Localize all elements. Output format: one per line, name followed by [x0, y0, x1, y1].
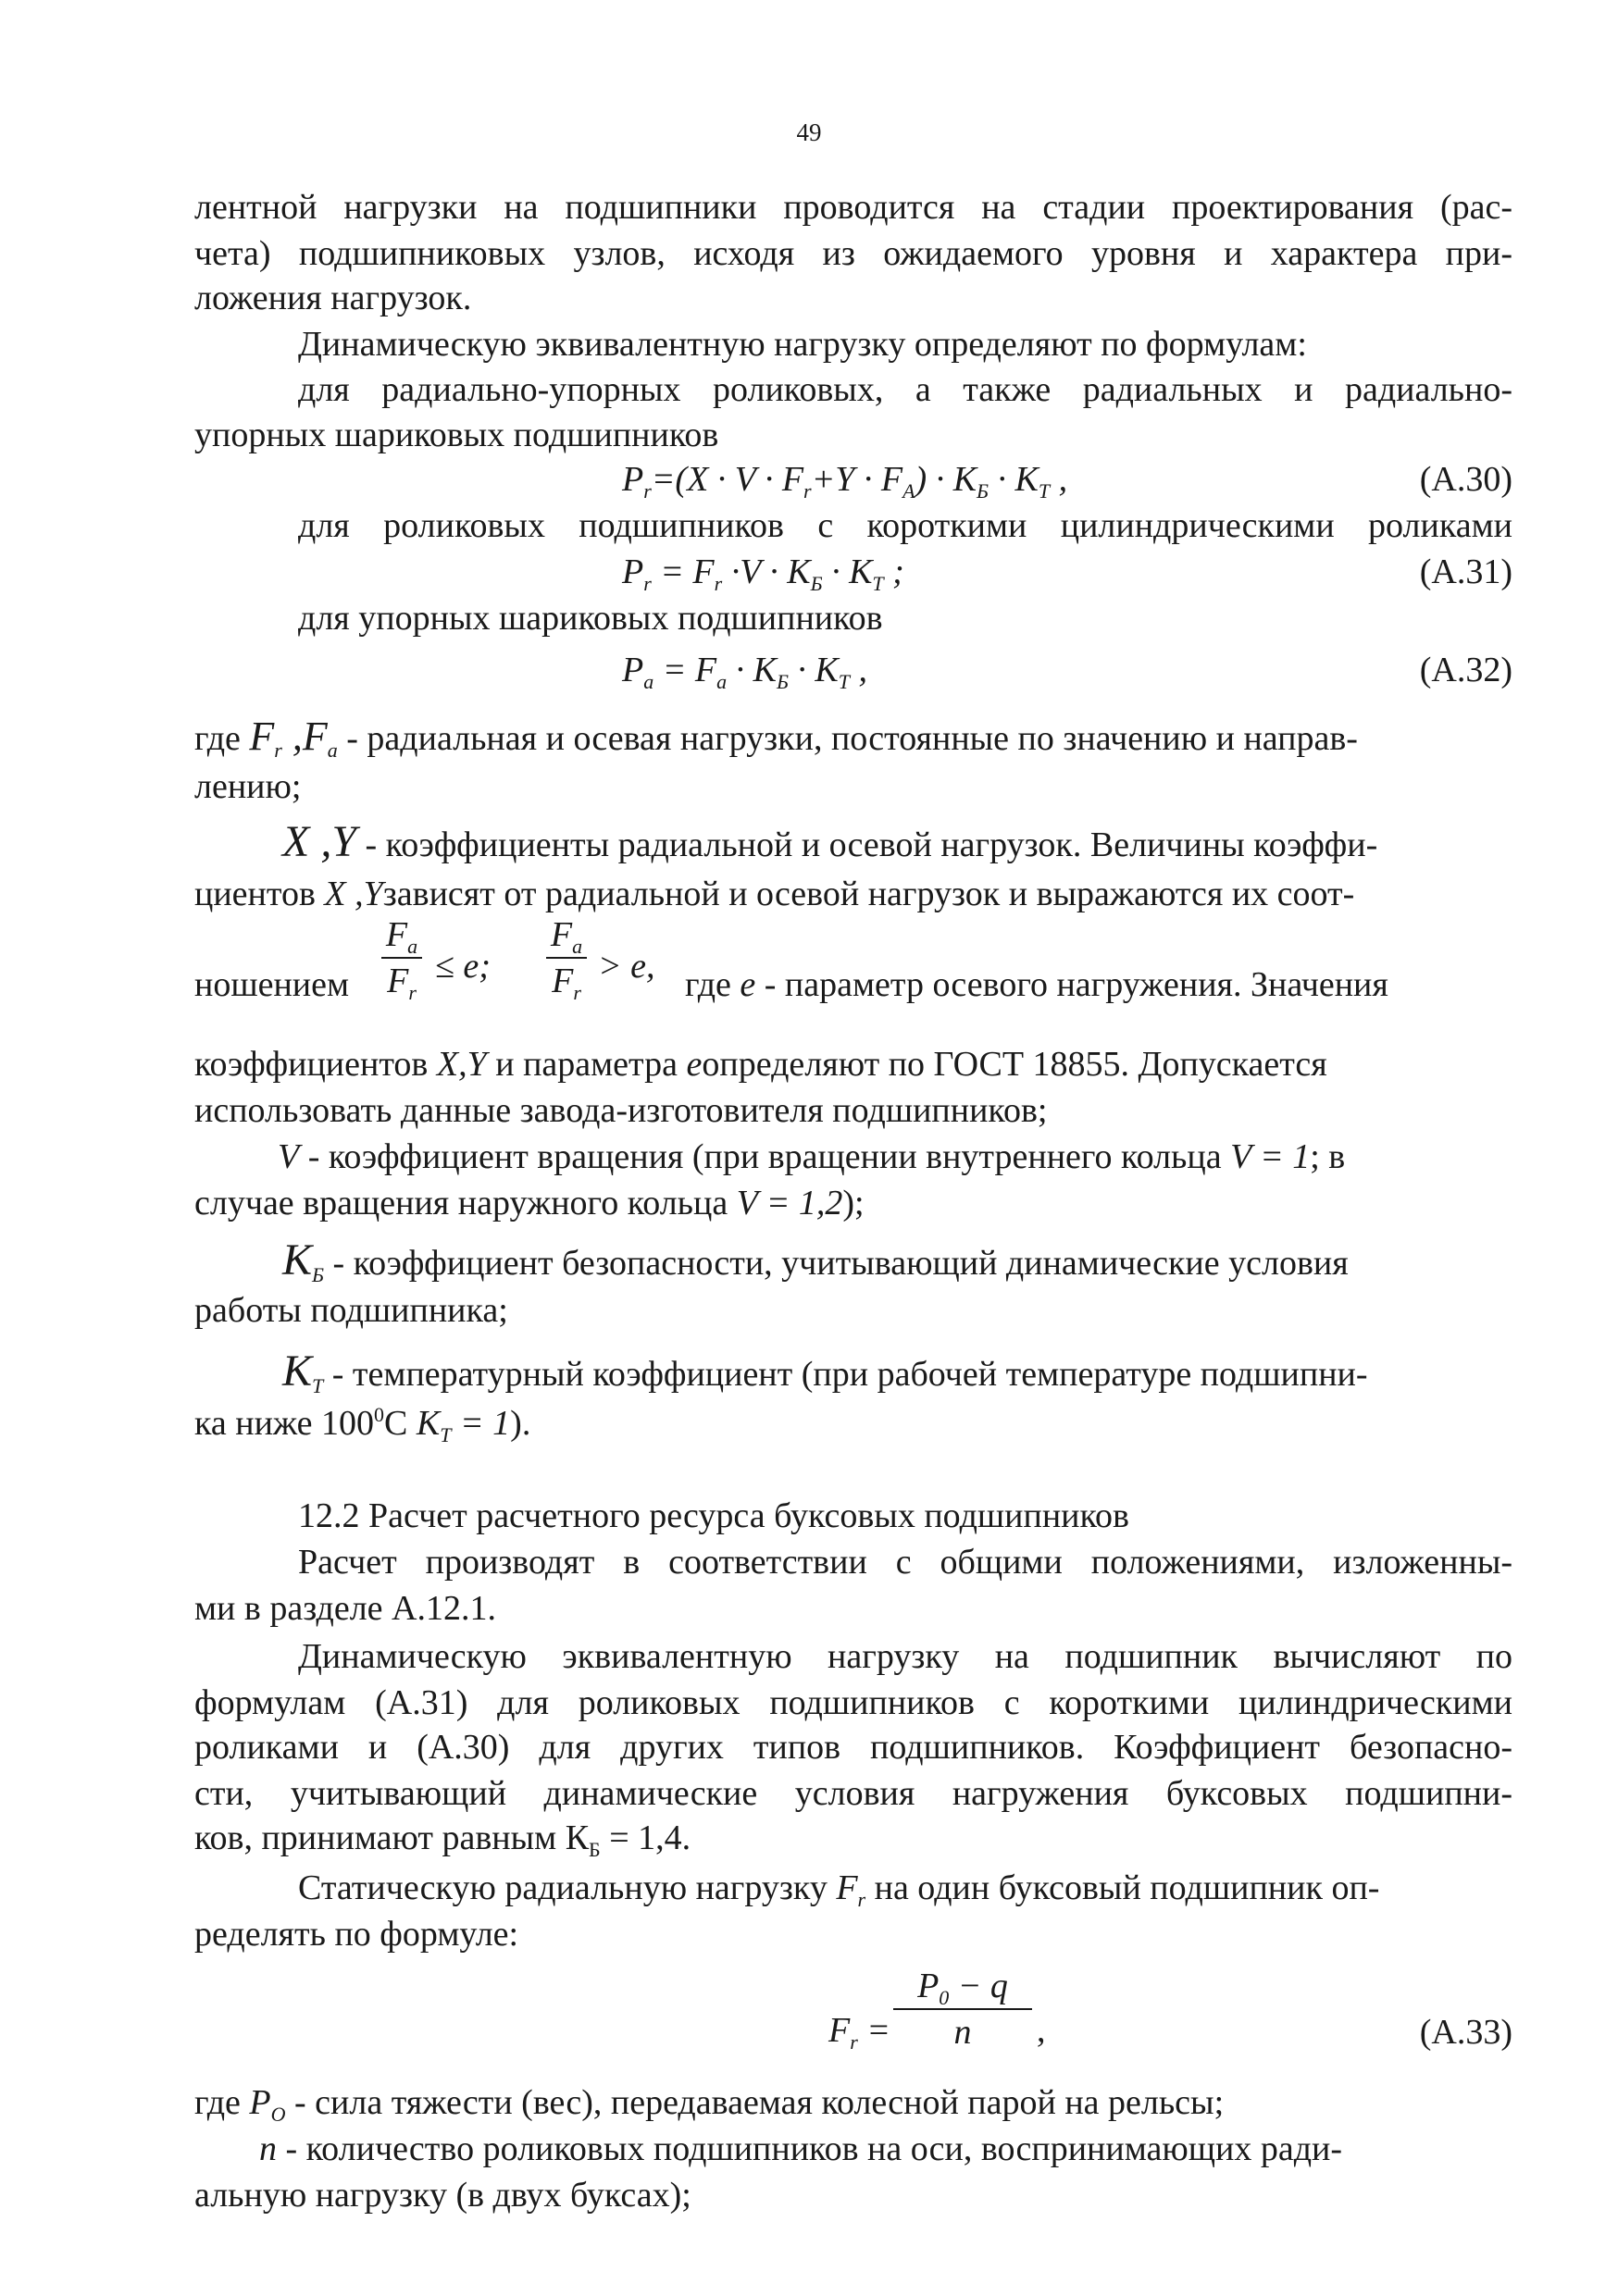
paragraph-line: Расчет производят в соответствии с общими положениями, изложенны-: [298, 1543, 1512, 1582]
paragraph-line: чета) подшипниковых узлов, исходя из ожидаемого уровня и характера при-: [194, 234, 1512, 273]
paragraph-line: работы подшипника;: [194, 1291, 508, 1330]
ratio-fa-fr: $F_a$ $F_r$: [381, 914, 422, 1001]
paragraph-line: циентов X ,Yзависят от радиальной и осевой нагрузок и выражаются их соот-: [194, 875, 1355, 913]
definition-p0: где $P_O$ - сила тяжести (вес), передаваемая колесной парой на рельсы;: [194, 2083, 1225, 2126]
paragraph-line: для роликовых подшипников с короткими цилиндрическими роликами: [298, 506, 1512, 545]
paragraph-line: где e - параметр осевого нагружения. Значения: [685, 965, 1388, 1004]
paragraph-line: лентной нагрузки на подшипники проводится на стадии проектирования (рас-: [194, 188, 1512, 227]
equation-a33-lhs: $F_r$ =: [828, 2011, 890, 2054]
paragraph-line: Динамическую эквивалентную нагрузку на подшипник вычисляют по: [298, 1637, 1512, 1676]
definition-v: V - коэффициент вращения (при вращении внутреннего кольца V = 1; в: [278, 1137, 1346, 1176]
paragraph-line: формулам (А.31) для роликовых подшипников с короткими цилиндрическими: [194, 1683, 1512, 1722]
definition-fr-fa: где $F_r$ $,F_a$ - радиальная и осевая нагрузки, постоянные по значению и направ-: [194, 714, 1358, 762]
equation-a33-comma: ,: [1037, 2011, 1046, 2050]
equation-number: (А.31): [1419, 552, 1512, 591]
equation-a33-fraction: $P_0 - q$ n: [893, 1966, 1032, 2053]
page-number: 49: [796, 118, 822, 146]
paragraph-line: ми в разделе А.12.1.: [194, 1589, 496, 1628]
equation-number: (А.30): [1419, 460, 1512, 499]
paragraph-line: случае вращения наружного кольца V = 1,2);: [194, 1184, 865, 1222]
paragraph-line: упорных шариковых подшипников: [194, 416, 719, 454]
definition-n: n - количество роликовых подшипников на оси, воспринимающих ради-: [259, 2129, 1343, 2168]
inequality-le-e: ≤ e;: [435, 947, 491, 986]
definition-kt: $K_T$ - температурный коэффициент (при рабочей температуре подшипни-: [282, 1347, 1368, 1397]
paragraph-line: альную нагрузку (в двух буксах);: [194, 2176, 691, 2215]
paragraph-line: ков, принимают равным $К_Б = 1,4$.: [194, 1818, 691, 1861]
paragraph-line: для упорных шариковых подшипников: [298, 599, 883, 638]
paragraph-line: ложения нагрузок.: [194, 279, 472, 317]
paragraph-line: коэффициентов X,Y и параметра eопределяют по ГОСТ 18855. Допускается: [194, 1045, 1327, 1084]
section-heading: 12.2 Расчет расчетного ресурса буксовых подшипников: [298, 1496, 1129, 1535]
equation-number: (А.32): [1419, 651, 1512, 689]
paragraph-line: для радиально-упорных роликовых, а также радиальных и радиально-: [298, 370, 1512, 409]
definition-kb: $K_Б$ - коэффициент безопасности, учитывающий динамические условия: [282, 1235, 1349, 1286]
paragraph-line: ка ниже $100^0С$ $K_T = 1$).: [194, 1403, 531, 1446]
equation-a32: $P_a = F_a \cdot K_Б \cdot K_T$ ,: [622, 651, 868, 693]
paragraph-line: ношением: [194, 965, 350, 1004]
paragraph-line: лению;: [194, 767, 302, 806]
paragraph-line: использовать данные завода-изготовителя подшипников;: [194, 1091, 1048, 1130]
paragraph-line: ределять по формуле:: [194, 1915, 519, 1954]
paragraph-line: сти, учитывающий динамические условия нагружения буксовых подшипни-: [194, 1774, 1512, 1813]
ratio-fa-fr: $F_a$ $F_r$: [546, 914, 587, 1001]
equation-a30: $P_r=(X \cdot V \cdot F_r+Y \cdot F_A) \cdot K_Б \cdot K_T$ ,: [622, 460, 1068, 503]
definition-x-y: X ,Y - коэффициенты радиальной и осевой нагрузок. Величины коэффи-: [282, 817, 1378, 866]
inequality-gt-e: > e,: [598, 947, 655, 986]
paragraph-line: Статическую радиальную нагрузку $F_r$ на один буксовый подшипник оп-: [298, 1868, 1380, 1911]
equation-number: (А.33): [1419, 2013, 1512, 2052]
equation-a31: $P_r = F_r \cdot V \cdot K_Б \cdot K_T$ ;: [622, 552, 904, 595]
paragraph-line: Динамическую эквивалентную нагрузку определяют по формулам:: [298, 325, 1307, 364]
paragraph-line: роликами и (А.30) для других типов подшипников. Коэффициент безопасно-: [194, 1728, 1512, 1767]
